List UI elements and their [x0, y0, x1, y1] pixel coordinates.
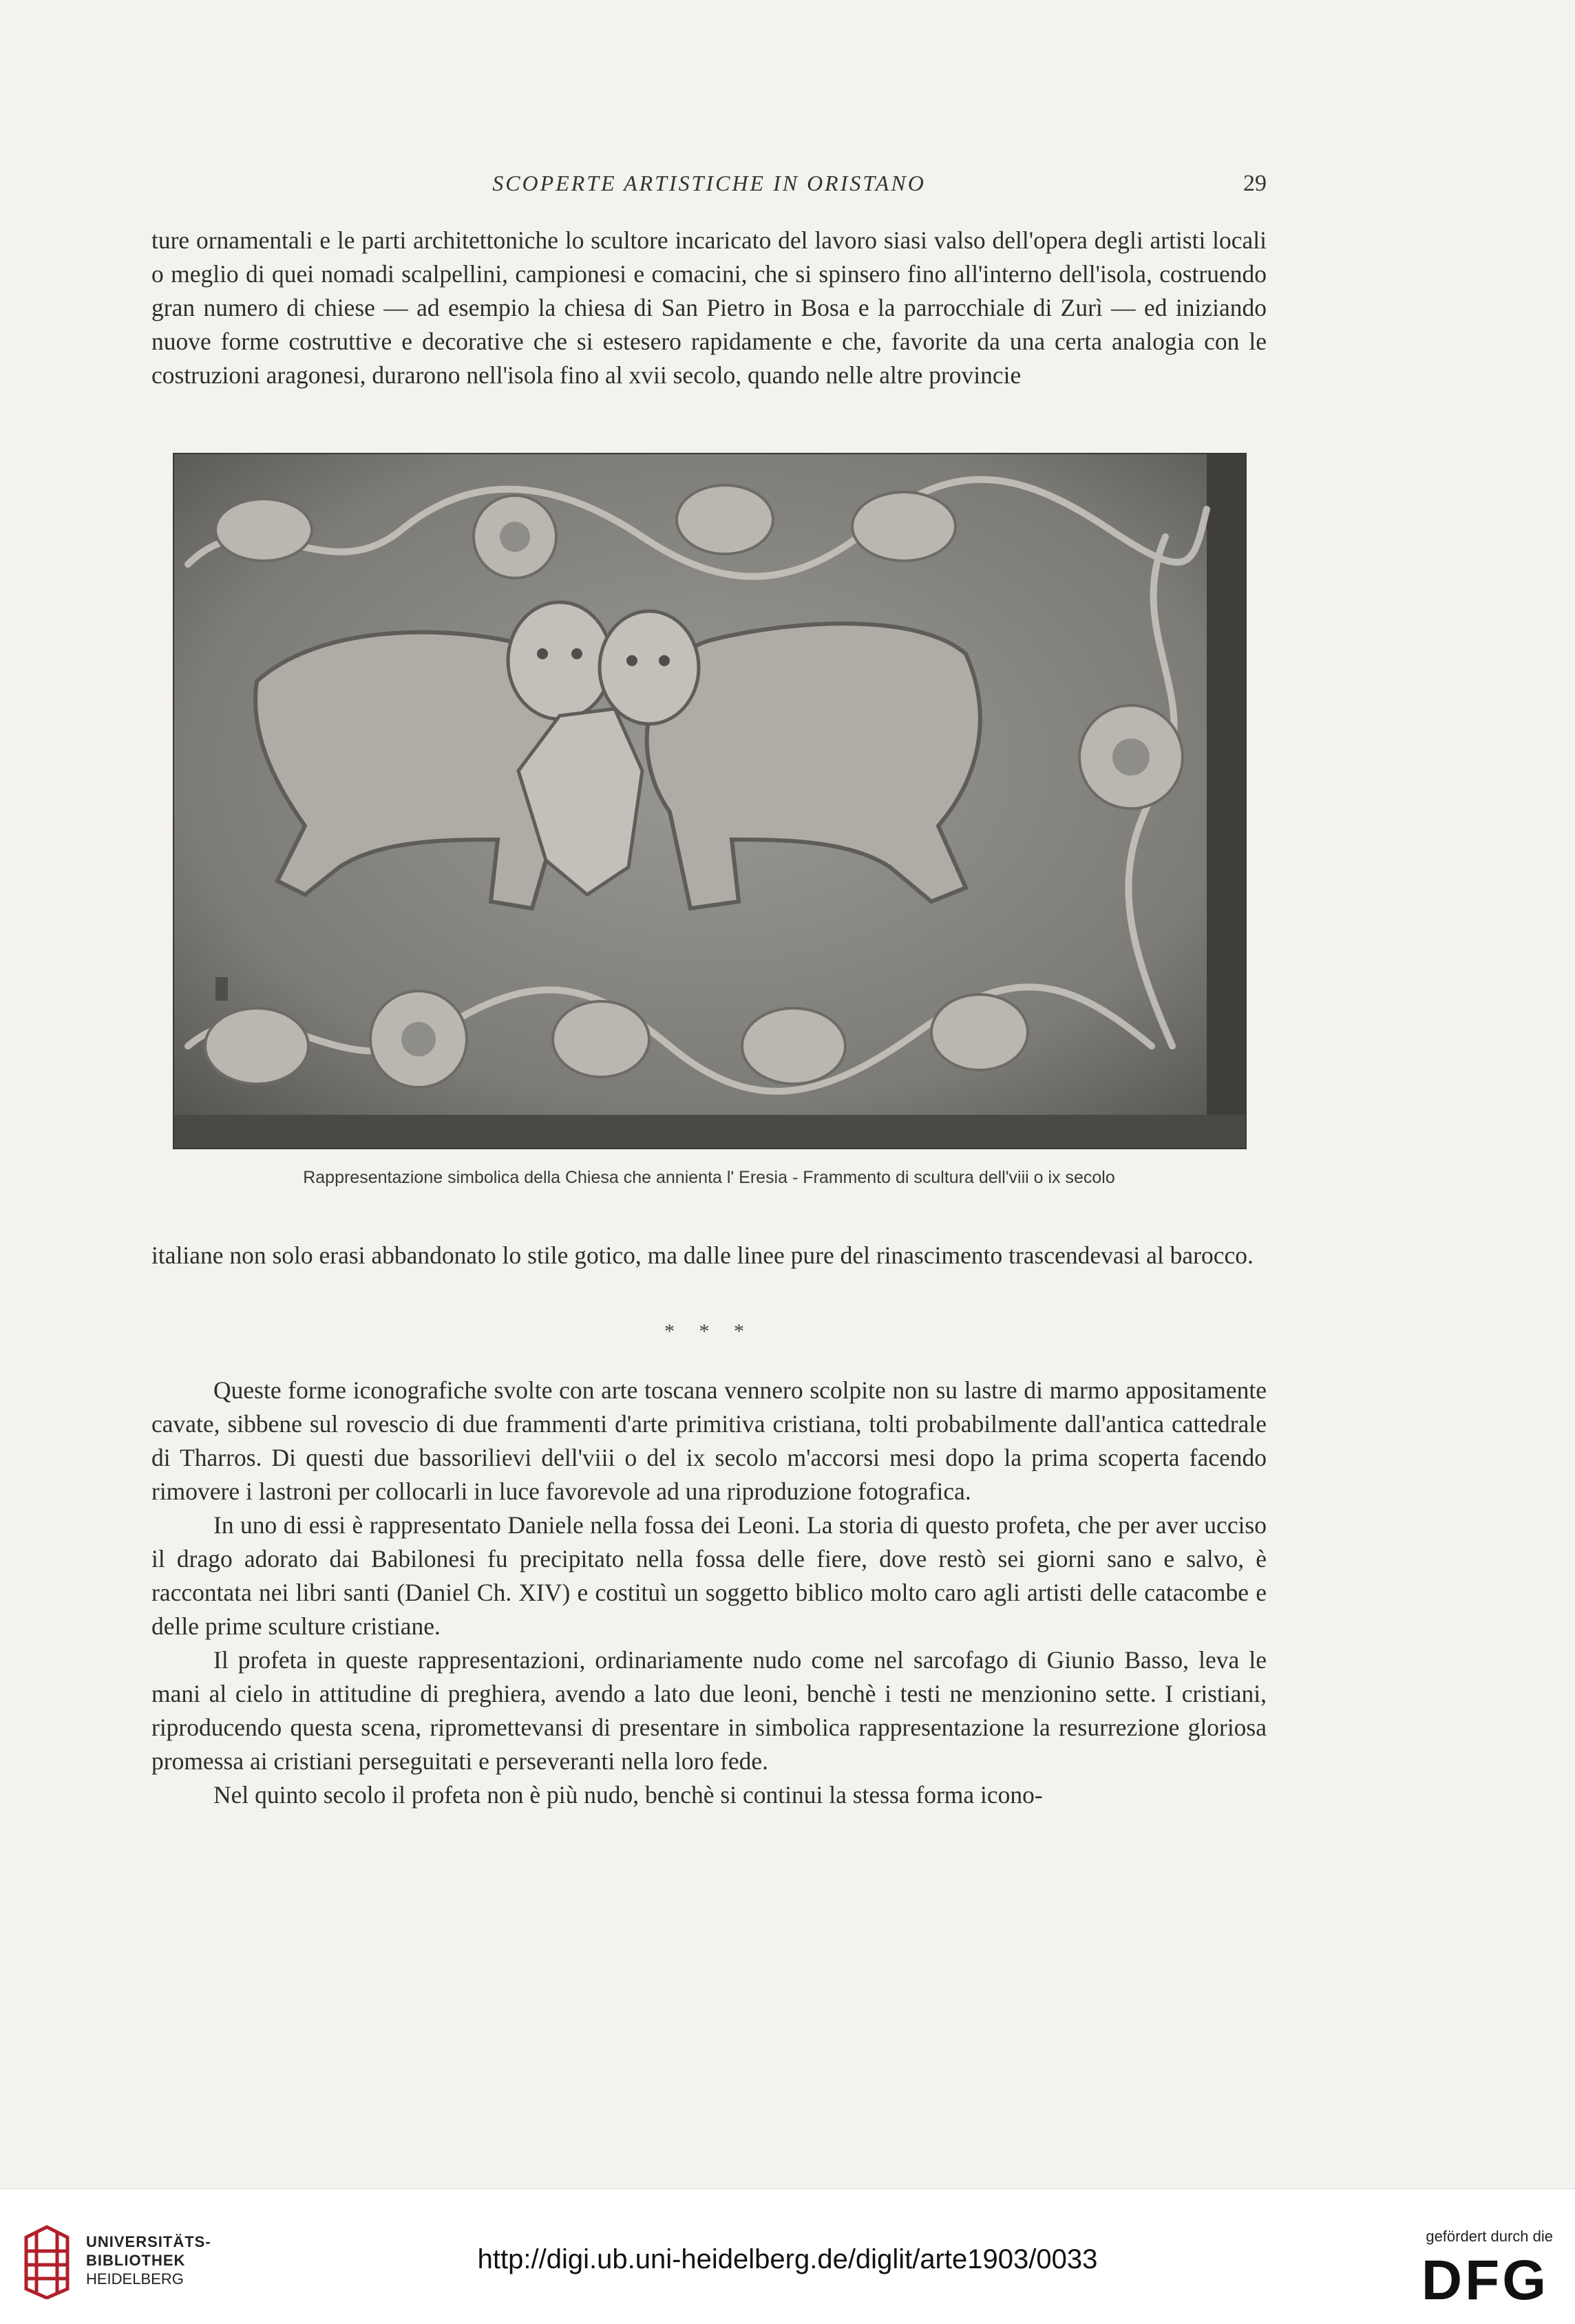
text-block-top — [151, 224, 1267, 392]
text-block-bottom — [151, 1374, 1267, 1812]
dfg-logo: DFG — [1421, 2249, 1549, 2312]
paragraph: Queste forme iconografiche svolte con arte toscana vennero scolpite non su lastre di marmo appositamente cavate, sibbene sul rovescio di due frammenti d'arte primitiva cristiana, tolti probabilmente dall'antica cattedrale di Tharros. Di questi due bassorilievi dell'viii o del ix secolo m'accorsi mesi dopo la prima scoperta facendo rimovere i lastroni per collocarli in luce favorevole ad una riproduzione fotografica. — [151, 1376, 1267, 1505]
paragraph: ture ornamentali e le parti architettoniche lo scultore incaricato del lavoro siasi valso dell'opera degli artisti locali o meglio di quei nomadi scalpellini, campionesi e comacini, che si spinsero fino all'interno dell'isola, costruendo gran numero di chiese — ad esempio la chiesa di San Pietro in Bosa e la parrocchiale di Zurì — ed iniziando nuove forme costruttive e decorative che si estesero rapidamente e che, favorite da una certa analogia con le costruzioni aragonesi, durarono nell'isola fino al xvii secolo, quando nelle altre provincie — [151, 226, 1267, 389]
text-block-after-figure — [151, 1239, 1267, 1272]
running-title: SCOPERTE ARTISTICHE IN ORISTANO — [492, 171, 926, 195]
figure-photo — [174, 454, 1245, 1148]
paragraph: Nel quinto secolo il profeta non è più nudo, benchè si continui la stessa forma icono- — [213, 1781, 1043, 1809]
paragraph: In uno di essi è rappresentato Daniele nella fossa dei Leoni. La storia di questo profeta, che per aver ucciso il drago adorato dai Babilonesi fu precipitato nella fossa delle fiere, dove restò sei giorni sano e salvo, è raccontata nei libri santi (Daniel Ch. XIV) e costituì un soggetto biblico molto caro agli artisti delle catacombe e delle prime sculture cristiane. — [151, 1511, 1267, 1640]
relief-sculpture-photo — [174, 454, 1245, 1148]
paragraph: Il profeta in queste rappresentazioni, ordinariamente nudo come nel sarcofago di Giunio Basso, leva le mani al cielo in attitudine di preghiera, avendo a lato due leoni, benchè i testi ne menzionino sette. I cristiani, riproducendo questa scena, ripromettevansi di presentare in simbolica rappresentazione la resurrezione gloriosa promessa ai cristiani perseguitati e perseveranti nella loro fede. — [151, 1646, 1267, 1775]
running-head — [151, 171, 1267, 201]
permalink-url[interactable]: http://digi.ub.uni-heidelberg.de/diglit/arte1903/0033 — [477, 2244, 1098, 2274]
library-name: UNIVERSITÄTS- BIBLIOTHEK HEIDELBERG — [86, 2233, 211, 2288]
figure-caption: Rappresentazione simbolica della Chiesa che annienta l' Eresia - Frammento di scultura dell'viii o ix secolo — [303, 1168, 1115, 1187]
funded-by-label: gefördert durch die — [1426, 2228, 1553, 2245]
section-separator: * * * — [664, 1320, 754, 1343]
page-number: 29 — [1243, 171, 1267, 196]
viewer-footer — [0, 2188, 1575, 2324]
paragraph: italiane non solo erasi abbandonato lo stile gotico, ma dalle linee pure del rinascimento trascendevasi al barocco. — [151, 1241, 1254, 1269]
